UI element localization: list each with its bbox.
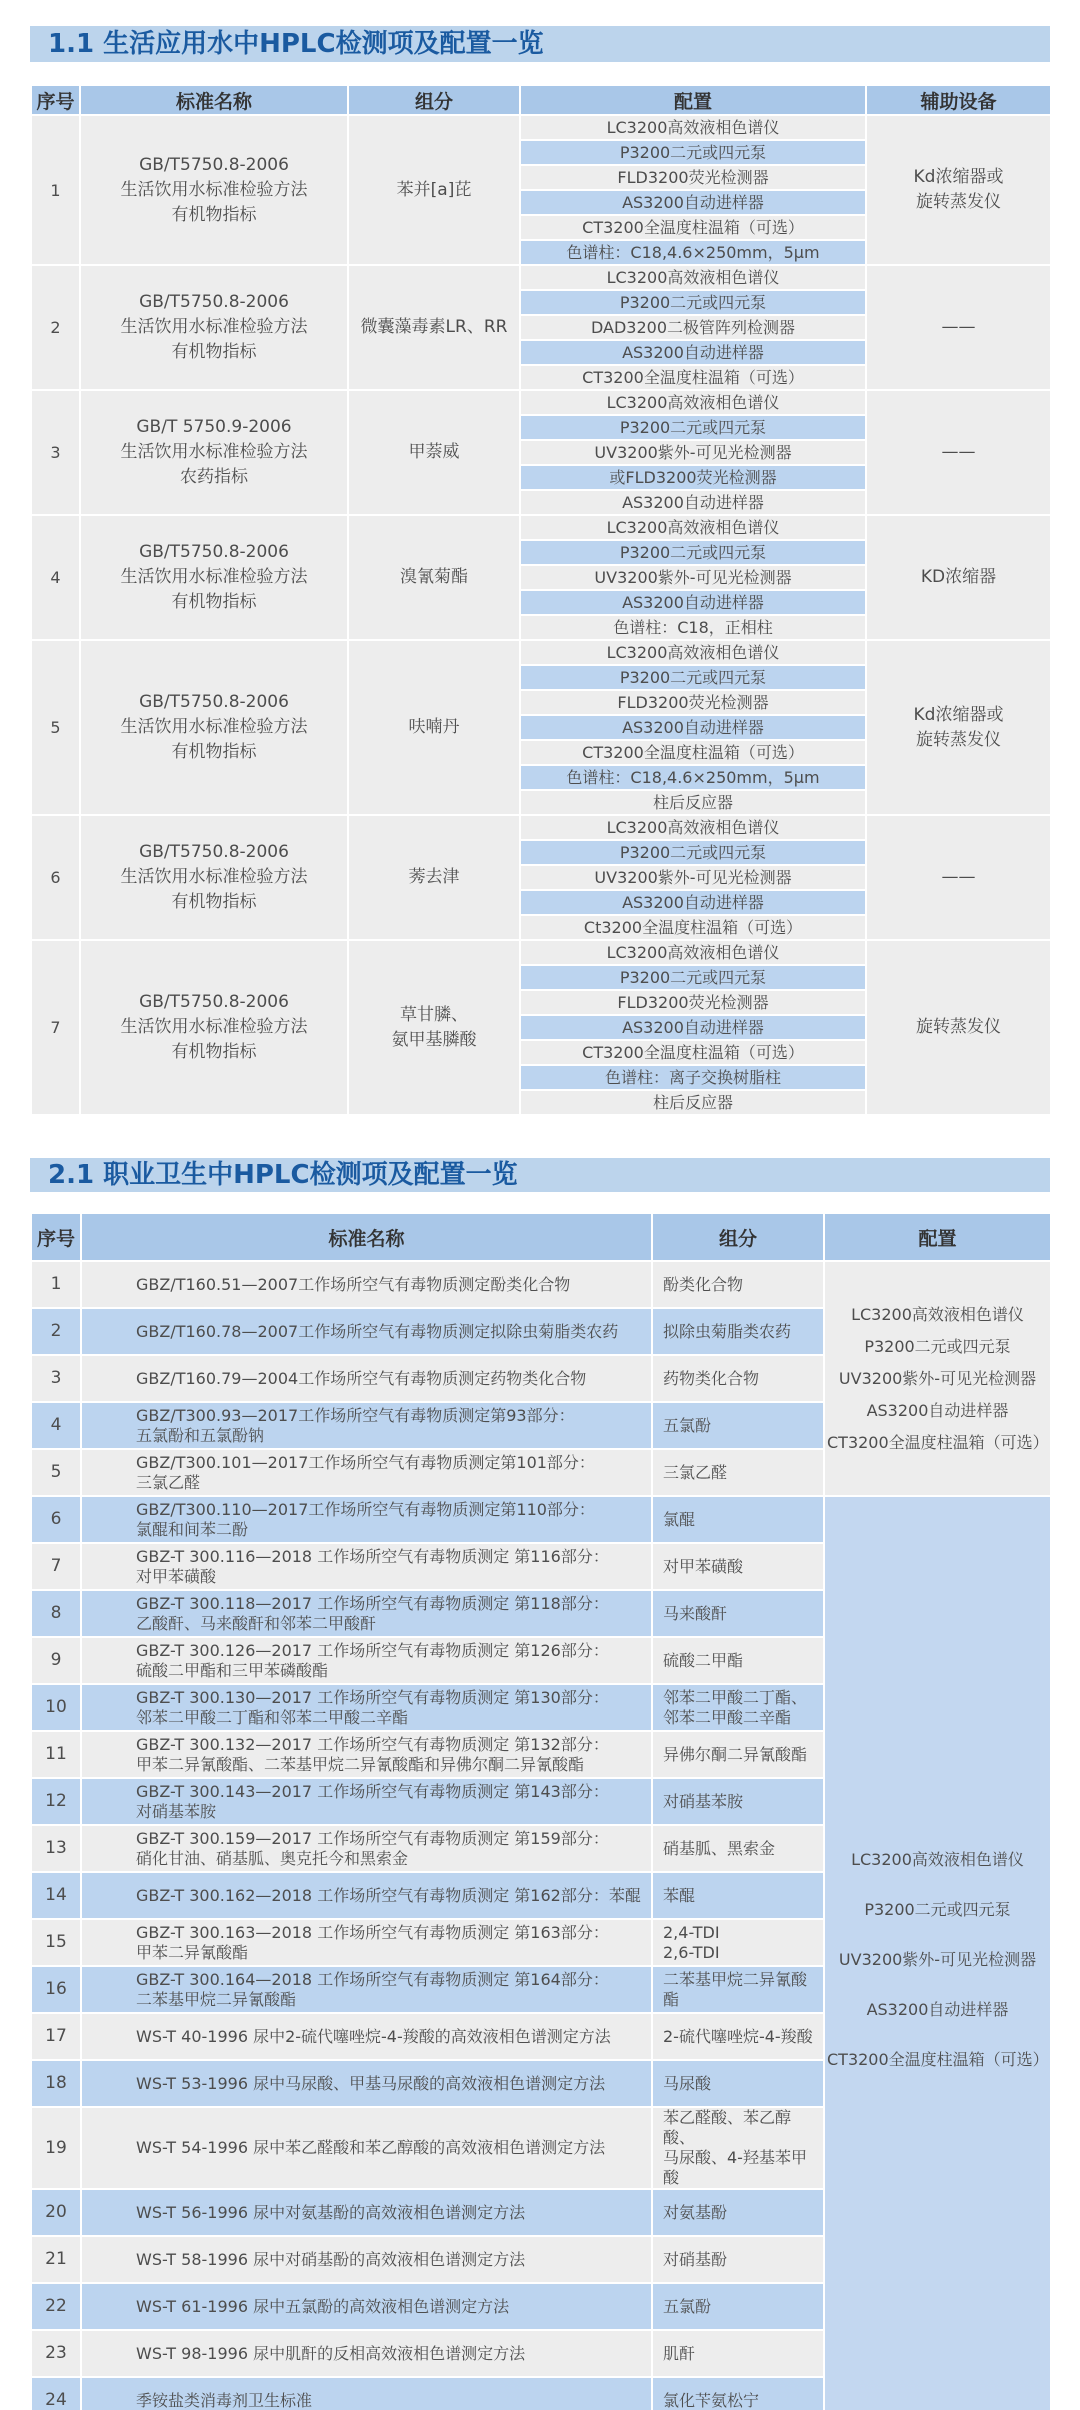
- text-line: 有机物指标: [171, 342, 257, 362]
- text-line: ——: [941, 317, 976, 337]
- text-line: 2,4-TDI: [663, 1922, 720, 1942]
- standard-name: [81, 2189, 652, 2236]
- config-item: LC3200高效液相色谱仪: [520, 640, 866, 665]
- row-number: 23: [31, 2330, 81, 2377]
- config-item: LC3200高效液相色谱仪: [520, 115, 866, 140]
- component: [652, 1449, 824, 1496]
- config-item: AS3200自动进样器: [520, 1015, 866, 1040]
- text-line: WS-T 61-1996 尿中五氯酚的高效液相色谱测定方法: [136, 2296, 510, 2316]
- row-number: 2: [31, 1308, 81, 1355]
- text-line: 二苯基甲烷二异氰酸酯: [136, 1989, 297, 2009]
- header-cell: 配置: [824, 1213, 1051, 1261]
- config-group-b: [824, 1496, 1051, 2410]
- text-line: 邻苯二甲酸二丁酯、: [663, 1687, 808, 1707]
- text-line: ——: [941, 442, 976, 462]
- config-item: LC3200高效液相色谱仪: [520, 940, 866, 965]
- config-item: DAD3200二极管阵列检测器: [520, 315, 866, 340]
- text-line: WS-T 53-1996 尿中马尿酸、甲基马尿酸的高效液相色谱测定方法: [136, 2073, 606, 2093]
- header-cell: 标准名称: [80, 85, 348, 115]
- text-line: P3200二元或四元泵: [864, 1900, 1011, 1919]
- text-line: GBZ-T 300.163—2018 工作场所空气有毒物质测定 第163部分：: [136, 1922, 609, 1942]
- row-number: 24: [31, 2377, 81, 2410]
- row-number: 10: [31, 1684, 81, 1731]
- standard-name: [81, 1637, 652, 1684]
- config-group-a: [824, 1261, 1051, 1496]
- table-row: [31, 815, 1051, 840]
- standard-name: [81, 1496, 652, 1543]
- row-number: 6: [31, 815, 80, 940]
- auxiliary-equipment: [866, 815, 1051, 940]
- text-line: GBZ-T 300.143—2017 工作场所空气有毒物质测定 第143部分：: [136, 1781, 609, 1801]
- standard-name: [80, 640, 348, 815]
- text-line: 微囊藻毒素LR、RR: [360, 317, 508, 337]
- component: [652, 1778, 824, 1825]
- text-line: 马尿酸、4-羟基苯甲酸: [663, 2148, 807, 2187]
- component: [652, 1496, 824, 1543]
- text-line: 有机物指标: [171, 204, 257, 225]
- component: [652, 1825, 824, 1872]
- text-line: 有机物指标: [171, 742, 257, 762]
- standard-name: [80, 115, 348, 265]
- text-line: 三氯乙醛: [136, 1472, 201, 1492]
- row-number: 18: [31, 2060, 81, 2107]
- row-number: 4: [31, 1402, 81, 1449]
- text-line: 对硝基苯胺: [663, 1791, 744, 1811]
- component: [652, 1637, 824, 1684]
- standard-name: [81, 2013, 652, 2060]
- text-line: 2-硫代噻唑烷-4-羧酸: [663, 2026, 813, 2046]
- component: [348, 115, 520, 265]
- component: [652, 1308, 824, 1355]
- text-line: GB/T5750.8-2006: [139, 692, 289, 712]
- header-cell: 辅助设备: [866, 85, 1051, 115]
- component: [652, 1355, 824, 1402]
- auxiliary-equipment: [866, 265, 1051, 390]
- text-line: AS3200自动进样器: [866, 2000, 1009, 2019]
- component: [348, 815, 520, 940]
- component: [652, 2107, 824, 2189]
- text-line: 对氨基酚: [663, 2202, 728, 2222]
- component: [652, 2236, 824, 2283]
- config-item: P3200二元或四元泵: [520, 415, 866, 440]
- text-line: GB/T5750.8-2006: [139, 154, 289, 175]
- text-line: 农药指标: [180, 467, 248, 487]
- component: [652, 2330, 824, 2377]
- text-line: 硝基胍、黑索金: [663, 1838, 776, 1858]
- text-line: GBZ-T 300.162—2018 工作场所空气有毒物质测定 第162部分：苯醌: [136, 1885, 641, 1905]
- text-line: Kd浓缩器或: [913, 704, 1004, 725]
- row-number: 1: [31, 115, 80, 265]
- component: [348, 390, 520, 515]
- header-cell: 序号: [31, 1213, 81, 1261]
- text-line: 有机物指标: [171, 592, 257, 612]
- config-item: CT3200全温度柱温箱（可选）: [520, 1040, 866, 1065]
- standard-name: [81, 1919, 652, 1966]
- row-number: 13: [31, 1825, 81, 1872]
- standard-name: [80, 815, 348, 940]
- text-line: WS-T 54-1996 尿中苯乙醛酸和苯乙醇酸的高效液相色谱测定方法: [136, 2138, 606, 2157]
- component: [348, 940, 520, 1115]
- standard-name: [81, 1825, 652, 1872]
- component: [652, 1543, 824, 1590]
- standard-name: [81, 1590, 652, 1637]
- text-line: Kd浓缩器或: [913, 167, 1004, 187]
- text-line: 苯乙醛酸、苯乙醇酸、: [663, 2108, 792, 2147]
- text-line: GBZ/T300.93—2017工作场所空气有毒物质测定第93部分：: [136, 1405, 575, 1425]
- standard-name: [80, 390, 348, 515]
- config-item: 柱后反应器: [520, 790, 866, 815]
- text-line: GBZ/T160.79—2004工作场所空气有毒物质测定药物类化合物: [136, 1368, 587, 1388]
- component: [652, 1731, 824, 1778]
- text-line: 硫酸二甲酯: [663, 1650, 744, 1670]
- text-line: LC3200高效液相色谱仪: [851, 1304, 1024, 1324]
- row-number: 3: [31, 1355, 81, 1402]
- text-line: 生活饮用水标准检验方法: [120, 317, 308, 337]
- auxiliary-equipment: [866, 390, 1051, 515]
- config-item: AS3200自动进样器: [520, 715, 866, 740]
- row-number: 4: [31, 515, 80, 640]
- standard-name: [81, 1308, 652, 1355]
- text-line: 异佛尔酮二异氰酸酯: [663, 1744, 808, 1764]
- config-item: P3200二元或四元泵: [520, 665, 866, 690]
- component: [652, 1919, 824, 1966]
- config-item: Ct3200全温度柱温箱（可选）: [520, 915, 866, 940]
- text-line: CT3200全温度柱温箱（可选）: [827, 1432, 1049, 1452]
- text-line: 氯醌: [663, 1509, 696, 1529]
- standard-name: [81, 2107, 652, 2189]
- row-number: 7: [31, 940, 80, 1115]
- text-line: 氨甲基膦酸: [391, 1029, 477, 1050]
- row-number: 17: [31, 2013, 81, 2060]
- text-line: GBZ/T300.101—2017工作场所空气有毒物质测定第101部分：: [136, 1452, 595, 1472]
- text-line: 季铵盐类消毒剂卫生标准: [136, 2390, 313, 2410]
- text-line: GBZ/T160.78—2007工作场所空气有毒物质测定拟除虫菊脂类农药: [136, 1321, 619, 1341]
- config-item: CT3200全温度柱温箱（可选）: [520, 215, 866, 240]
- text-line: GBZ/T300.110—2017工作场所空气有毒物质测定第110部分：: [136, 1499, 595, 1519]
- text-line: 旋转蒸发仪: [916, 729, 1001, 750]
- text-line: 邻苯二甲酸二辛酯: [663, 1707, 792, 1727]
- text-line: 肌酐: [663, 2343, 696, 2363]
- table-row: [31, 515, 1051, 540]
- text-line: 氯化苄氨松宁: [663, 2390, 760, 2410]
- text-line: GB/T 5750.9-2006: [136, 417, 292, 437]
- text-line: GBZ/T160.51—2007工作场所空气有毒物质测定酚类化合物: [136, 1274, 571, 1294]
- header-cell: 组分: [348, 85, 520, 115]
- config-item: UV3200紫外-可见光检测器: [520, 565, 866, 590]
- text-line: GB/T5750.8-2006: [139, 292, 289, 312]
- config-item: LC3200高效液相色谱仪: [520, 265, 866, 290]
- text-line: 对硝基苯胺: [136, 1801, 217, 1821]
- config-item: UV3200紫外-可见光检测器: [520, 440, 866, 465]
- config-item: 色谱柱：离子交换树脂柱: [520, 1065, 866, 1090]
- text-line: 乙酸酐、马来酸酐和邻苯二甲酸酐: [136, 1613, 377, 1633]
- text-line: 三氯乙醛: [663, 1462, 728, 1482]
- auxiliary-equipment: [866, 640, 1051, 815]
- component: [652, 1966, 824, 2013]
- table-row: [31, 1261, 1051, 1308]
- auxiliary-equipment: [866, 115, 1051, 265]
- text-line: UV3200紫外-可见光检测器: [838, 1368, 1037, 1388]
- standard-name: [81, 1402, 652, 1449]
- config-item: 色谱柱：C18,4.6×250mm，5μm: [520, 765, 866, 790]
- text-line: 酚类化合物: [663, 1274, 744, 1294]
- config-item: AS3200自动进样器: [520, 190, 866, 215]
- text-line: GBZ-T 300.164—2018 工作场所空气有毒物质测定 第164部分：: [136, 1969, 609, 1989]
- config-item: CT3200全温度柱温箱（可选）: [520, 365, 866, 390]
- standard-name: [81, 2060, 652, 2107]
- text-line: UV3200紫外-可见光检测器: [838, 1950, 1037, 1969]
- config-item: AS3200自动进样器: [520, 590, 866, 615]
- row-number: 3: [31, 390, 80, 515]
- config-item: LC3200高效液相色谱仪: [520, 515, 866, 540]
- standard-name: [81, 1872, 652, 1919]
- config-item: P3200二元或四元泵: [520, 290, 866, 315]
- config-item: P3200二元或四元泵: [520, 540, 866, 565]
- config-item: P3200二元或四元泵: [520, 840, 866, 865]
- table-row: [31, 115, 1051, 140]
- text-line: WS-T 56-1996 尿中对氨基酚的高效液相色谱测定方法: [136, 2202, 526, 2222]
- config-item: 或FLD3200荧光检测器: [520, 465, 866, 490]
- row-number: 21: [31, 2236, 81, 2283]
- config-item: 色谱柱：C18,4.6×250mm，5μm: [520, 240, 866, 265]
- row-number: 14: [31, 1872, 81, 1919]
- config-item: FLD3200荧光检测器: [520, 690, 866, 715]
- table2-header-row: [31, 1213, 1051, 1261]
- config-item: 柱后反应器: [520, 1090, 866, 1115]
- row-number: 5: [31, 640, 80, 815]
- config-item: LC3200高效液相色谱仪: [520, 815, 866, 840]
- component: [652, 1590, 824, 1637]
- config-item: UV3200紫外-可见光检测器: [520, 865, 866, 890]
- row-number: 8: [31, 1590, 81, 1637]
- section1-title: 1.1 生活应用水中HPLC检测项及配置一览: [30, 26, 1050, 62]
- standard-name: [80, 515, 348, 640]
- auxiliary-equipment: [866, 940, 1051, 1115]
- text-line: 苯并[a]芘: [396, 179, 472, 200]
- standard-name: [81, 1355, 652, 1402]
- component: [652, 1261, 824, 1308]
- row-number: 2: [31, 265, 80, 390]
- table1-header-row: [31, 85, 1051, 115]
- standard-name: [81, 1731, 652, 1778]
- config-item: 色谱柱：C18，正相柱: [520, 615, 866, 640]
- text-line: WS-T 98-1996 尿中肌酐的反相高效液相色谱测定方法: [136, 2343, 526, 2363]
- text-line: P3200二元或四元泵: [864, 1336, 1011, 1356]
- standard-name: [81, 1778, 652, 1825]
- text-line: GBZ-T 300.159—2017 工作场所空气有毒物质测定 第159部分：: [136, 1828, 609, 1848]
- header-cell: 标准名称: [81, 1213, 652, 1261]
- row-number: 9: [31, 1637, 81, 1684]
- text-line: 二苯基甲烷二异氰酸酯: [663, 1969, 808, 2009]
- text-line: 甲萘威: [408, 442, 460, 462]
- text-line: 对硝基酚: [663, 2249, 728, 2269]
- text-line: 药物类化合物: [663, 1368, 760, 1388]
- text-line: 草甘膦、: [400, 1004, 468, 1025]
- section2-title: 2.1 职业卫生中HPLC检测项及配置一览: [30, 1158, 1050, 1192]
- config-item: AS3200自动进样器: [520, 340, 866, 365]
- row-number: 1: [31, 1261, 81, 1308]
- text-line: 拟除虫菊脂类农药: [663, 1321, 792, 1341]
- header-cell: 序号: [31, 85, 80, 115]
- row-number: 5: [31, 1449, 81, 1496]
- text-line: 生活饮用水标准检验方法: [120, 867, 308, 887]
- text-line: KD浓缩器: [920, 567, 997, 587]
- text-line: GBZ-T 300.130—2017 工作场所空气有毒物质测定 第130部分：: [136, 1687, 609, 1707]
- text-line: GBZ-T 300.116—2018 工作场所空气有毒物质测定 第116部分：: [136, 1546, 609, 1566]
- standard-name: [81, 1684, 652, 1731]
- text-line: WS-T 40-1996 尿中2-硫代噻唑烷-4-羧酸的高效液相色谱测定方法: [136, 2026, 611, 2046]
- text-line: GBZ-T 300.132—2017 工作场所空气有毒物质测定 第132部分：: [136, 1734, 609, 1754]
- config-item: AS3200自动进样器: [520, 890, 866, 915]
- text-line: 生活饮用水标准检验方法: [120, 567, 308, 587]
- row-number: 12: [31, 1778, 81, 1825]
- row-number: 20: [31, 2189, 81, 2236]
- text-line: 五氯酚: [663, 2296, 712, 2316]
- text-line: GB/T5750.8-2006: [139, 542, 289, 562]
- table-row: [31, 265, 1051, 290]
- row-number: 7: [31, 1543, 81, 1590]
- config-item: FLD3200荧光检测器: [520, 165, 866, 190]
- row-number: 11: [31, 1731, 81, 1778]
- component: [652, 1872, 824, 1919]
- text-line: 甲苯二异氰酸酯: [136, 1942, 249, 1962]
- component: [348, 265, 520, 390]
- component: [348, 640, 520, 815]
- text-line: 硫酸二甲酯和三甲苯磷酸酯: [136, 1660, 329, 1680]
- component: [348, 515, 520, 640]
- row-number: 16: [31, 1966, 81, 2013]
- config-item: LC3200高效液相色谱仪: [520, 390, 866, 415]
- text-line: 有机物指标: [171, 892, 257, 912]
- standard-name: [81, 2236, 652, 2283]
- standard-name: [81, 2283, 652, 2330]
- text-line: 对甲苯磺酸: [136, 1566, 217, 1586]
- text-line: 马尿酸: [663, 2073, 712, 2093]
- text-line: 马来酸酐: [663, 1603, 728, 1623]
- config-item: FLD3200荧光检测器: [520, 990, 866, 1015]
- text-line: 生活饮用水标准检验方法: [120, 442, 308, 462]
- table-row: [31, 640, 1051, 665]
- component: [652, 1402, 824, 1449]
- config-item: CT3200全温度柱温箱（可选）: [520, 740, 866, 765]
- water-hplc-table: [30, 84, 1052, 1116]
- text-line: 甲苯二异氰酸酯、二苯基甲烷二异氰酸酯和异佛尔酮二异氰酸酯: [136, 1754, 585, 1774]
- text-line: 对甲苯磺酸: [663, 1556, 744, 1576]
- text-line: 苯醌: [663, 1885, 696, 1905]
- text-line: 2,6-TDI: [663, 1942, 720, 1962]
- text-line: ——: [941, 867, 976, 887]
- standard-name: [81, 2330, 652, 2377]
- text-line: LC3200高效液相色谱仪: [851, 1850, 1024, 1869]
- text-line: AS3200自动进样器: [866, 1400, 1009, 1420]
- text-line: 有机物指标: [171, 1042, 257, 1062]
- row-number: 19: [31, 2107, 81, 2189]
- text-line: GBZ-T 300.118—2017 工作场所空气有毒物质测定 第118部分：: [136, 1593, 609, 1613]
- config-item: AS3200自动进样器: [520, 490, 866, 515]
- text-line: 邻苯二甲酸二丁酯和邻苯二甲酸二辛酯: [136, 1707, 409, 1727]
- table-row: [31, 940, 1051, 965]
- component: [652, 2189, 824, 2236]
- text-line: 莠去津: [408, 867, 460, 887]
- text-line: 溴氰菊酯: [400, 567, 468, 587]
- text-line: 氯醌和间苯二酚: [136, 1519, 249, 1539]
- standard-name: [81, 1543, 652, 1590]
- text-line: WS-T 58-1996 尿中对硝基酚的高效液相色谱测定方法: [136, 2249, 526, 2269]
- text-line: GB/T5750.8-2006: [139, 992, 289, 1012]
- row-number: 15: [31, 1919, 81, 1966]
- standard-name: [80, 265, 348, 390]
- standard-name: [80, 940, 348, 1115]
- component: [652, 2377, 824, 2410]
- table-row: [31, 1496, 1051, 1543]
- config-item: P3200二元或四元泵: [520, 965, 866, 990]
- text-line: 五氯酚和五氯酚钠: [136, 1425, 265, 1445]
- text-line: 五氯酚: [663, 1415, 712, 1435]
- component: [652, 2060, 824, 2107]
- text-line: 旋转蒸发仪: [916, 192, 1001, 212]
- header-cell: 组分: [652, 1213, 824, 1261]
- occupational-hplc-table: [30, 1212, 1052, 2410]
- component: [652, 1684, 824, 1731]
- standard-name: [81, 1449, 652, 1496]
- config-item: P3200二元或四元泵: [520, 140, 866, 165]
- text-line: 旋转蒸发仪: [916, 1017, 1001, 1037]
- text-line: 生活饮用水标准检验方法: [120, 179, 308, 200]
- standard-name: [81, 1261, 652, 1308]
- row-number: 6: [31, 1496, 81, 1543]
- standard-name: [81, 1966, 652, 2013]
- row-number: 22: [31, 2283, 81, 2330]
- text-line: GB/T5750.8-2006: [139, 842, 289, 862]
- header-cell: 配置: [520, 85, 866, 115]
- text-line: 生活饮用水标准检验方法: [120, 717, 308, 737]
- standard-name: [81, 2377, 652, 2410]
- text-line: CT3200全温度柱温箱（可选）: [827, 2050, 1049, 2069]
- text-line: 硝化甘油、硝基胍、奥克托今和黑索金: [136, 1848, 409, 1868]
- text-line: 呋喃丹: [408, 717, 460, 737]
- component: [652, 2283, 824, 2330]
- auxiliary-equipment: [866, 515, 1051, 640]
- table-row: [31, 390, 1051, 415]
- text-line: 生活饮用水标准检验方法: [120, 1017, 308, 1037]
- text-line: GBZ-T 300.126—2017 工作场所空气有毒物质测定 第126部分：: [136, 1640, 609, 1660]
- component: [652, 2013, 824, 2060]
